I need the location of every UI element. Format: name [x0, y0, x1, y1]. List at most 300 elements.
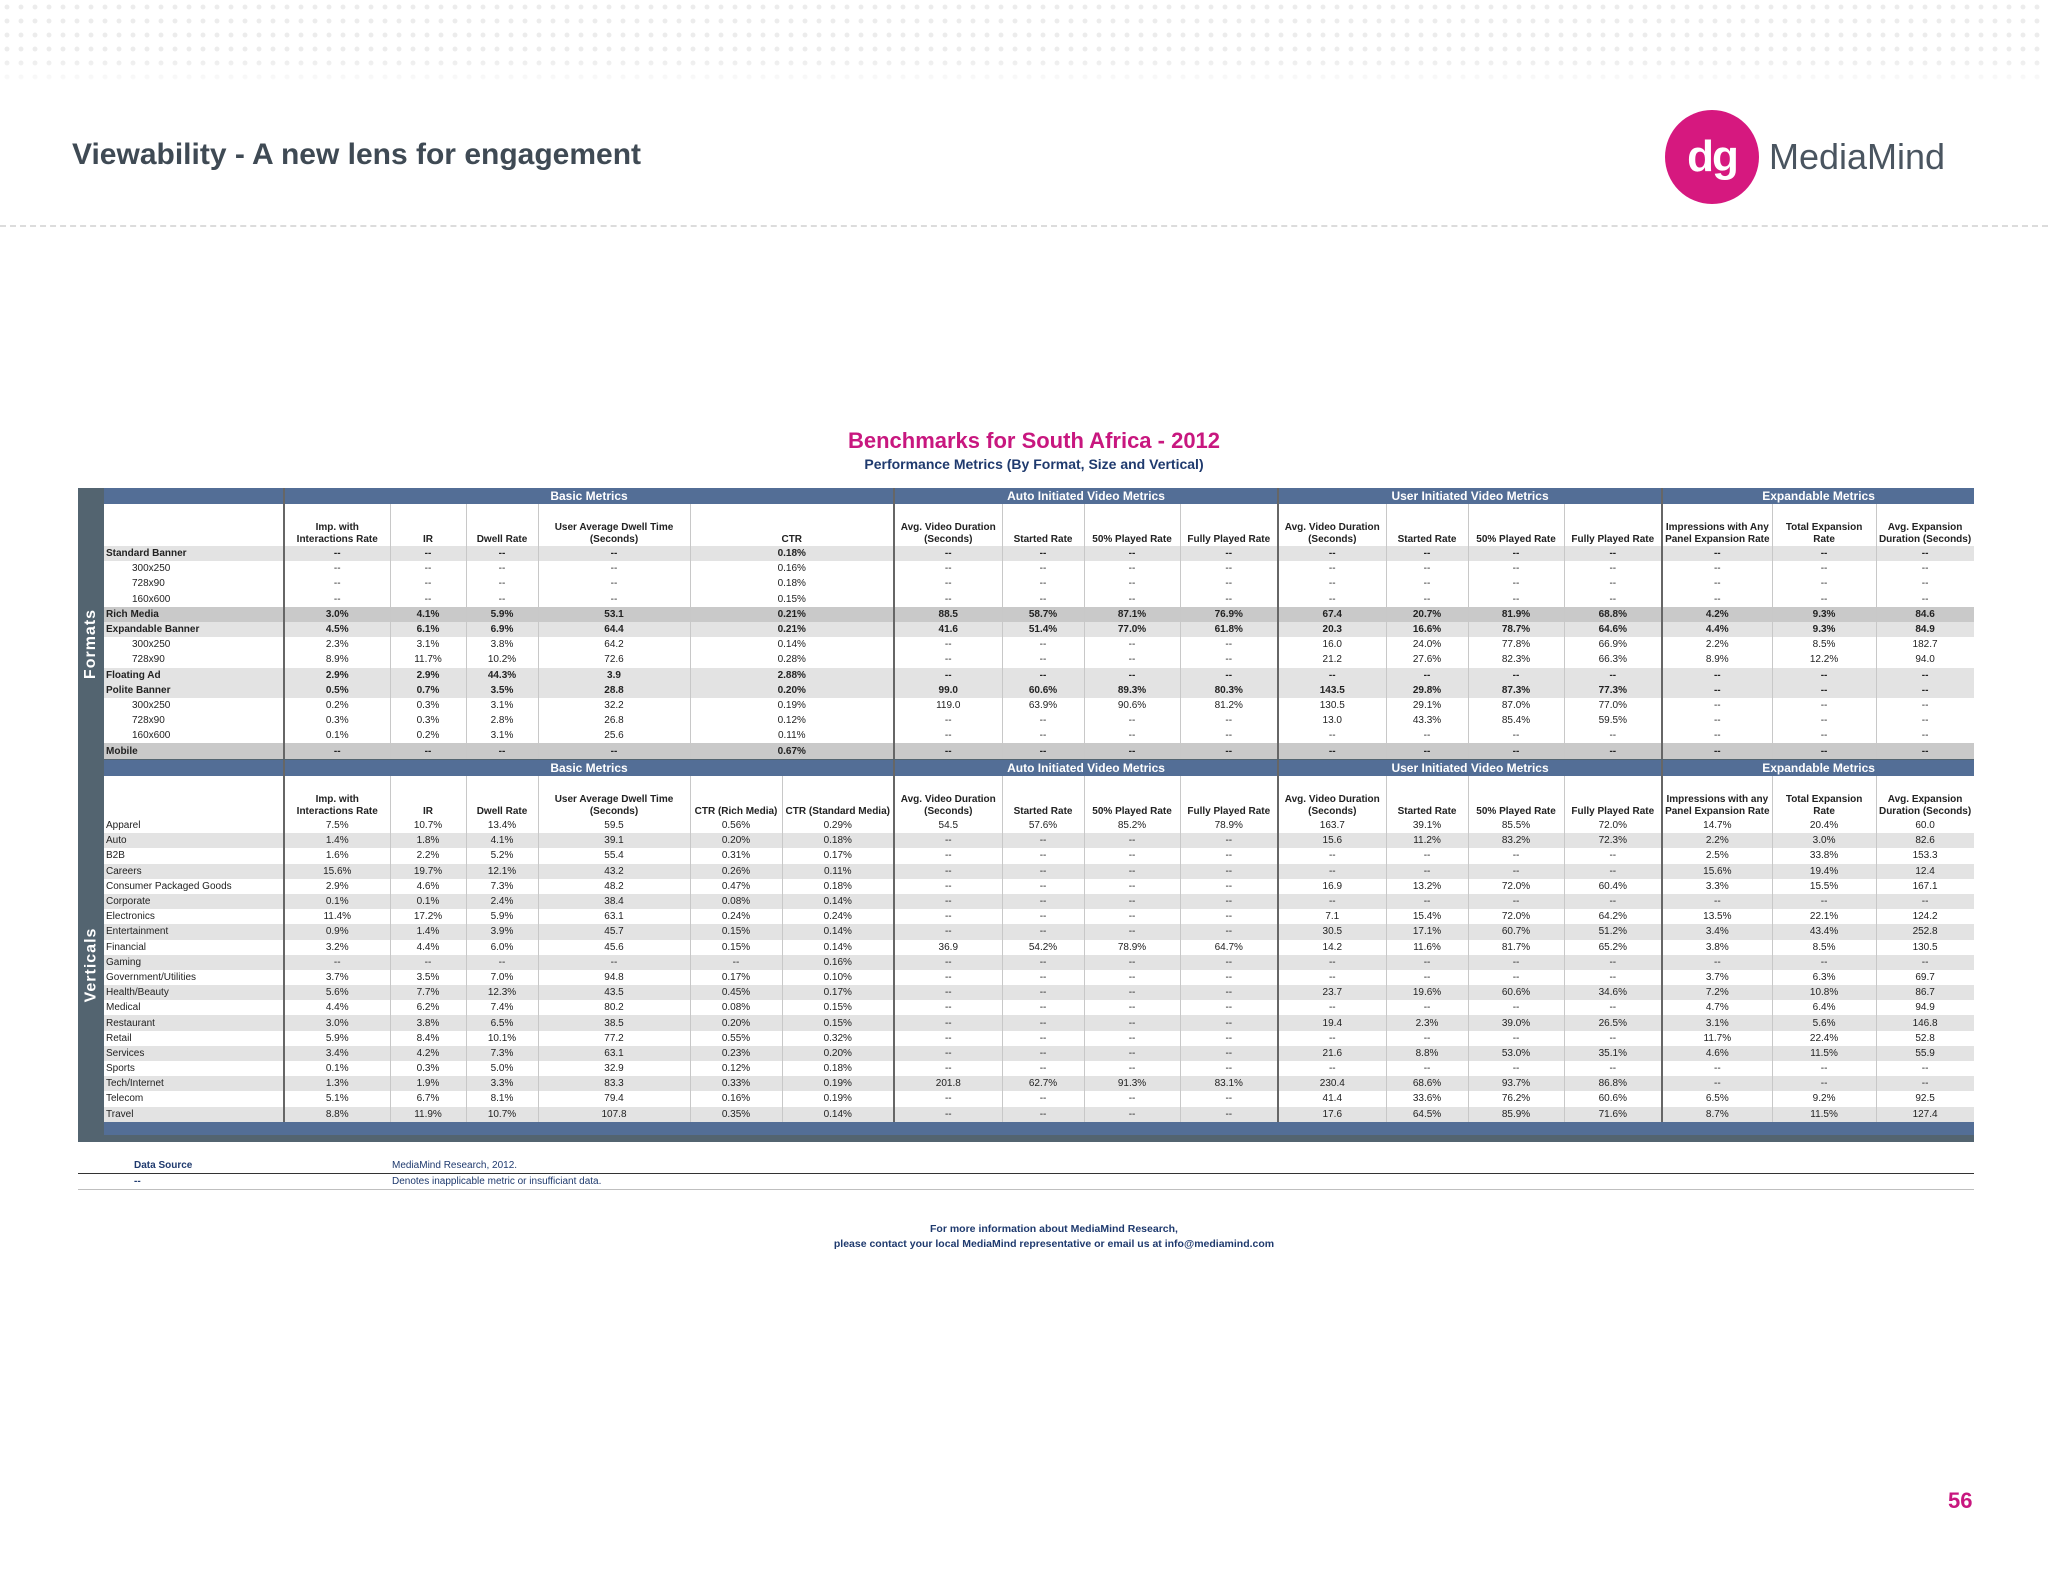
- table-cell: 11.7%: [390, 652, 466, 667]
- table-cell: 2.9%: [284, 668, 390, 683]
- table-cell: 0.15%: [690, 940, 782, 955]
- table-row: [104, 637, 1974, 652]
- table-cell: 2.2%: [1662, 637, 1772, 652]
- table-cell: --: [1662, 576, 1772, 591]
- table-cell: 3.4%: [1662, 924, 1772, 939]
- table-cell: --: [1772, 561, 1876, 576]
- table-row: [104, 1000, 1974, 1015]
- table-cell: --: [1386, 592, 1468, 607]
- table-cell: --: [538, 561, 690, 576]
- group-header-blank: [104, 488, 284, 504]
- table-cell: 3.8%: [466, 637, 538, 652]
- table-cell: 25.6: [538, 728, 690, 743]
- table-cell: 0.67%: [690, 743, 894, 758]
- row-label: Careers: [104, 864, 284, 879]
- table-cell: 3.7%: [1662, 970, 1772, 985]
- table-cell: 19.6%: [1386, 985, 1468, 1000]
- column-header: Fully Played Rate: [1564, 776, 1662, 818]
- table-cell: 5.6%: [284, 985, 390, 1000]
- table-cell: 4.1%: [390, 607, 466, 622]
- row-label: 728x90: [104, 576, 284, 591]
- table-cell: 1.8%: [390, 833, 466, 848]
- table-cell: 39.1%: [1386, 818, 1468, 833]
- table-cell: 60.6%: [1468, 985, 1564, 1000]
- table-cell: --: [894, 576, 1002, 591]
- group-header: User Initiated Video Metrics: [1278, 488, 1662, 504]
- table-cell: --: [1084, 668, 1180, 683]
- table-cell: --: [1180, 652, 1278, 667]
- table-cell: --: [1564, 668, 1662, 683]
- table-cell: --: [1876, 592, 1974, 607]
- table-cell: --: [466, 743, 538, 758]
- table-cell: --: [894, 668, 1002, 683]
- table-cell: 64.5%: [1386, 1107, 1468, 1122]
- table-cell: 2.3%: [1386, 1015, 1468, 1030]
- table-cell: 1.6%: [284, 848, 390, 863]
- table-cell: 9.2%: [1772, 1091, 1876, 1106]
- table-row: [104, 622, 1974, 637]
- group-header: Auto Initiated Video Metrics: [894, 488, 1278, 504]
- table-cell: --: [284, 592, 390, 607]
- table-cell: 58.7%: [1002, 607, 1084, 622]
- table-cell: --: [1084, 713, 1180, 728]
- column-header: 50% Played Rate: [1084, 776, 1180, 818]
- table-cell: 54.2%: [1002, 940, 1084, 955]
- row-label: Standard Banner: [104, 546, 284, 561]
- table-row: [104, 924, 1974, 939]
- table-cell: 60.7%: [1468, 924, 1564, 939]
- table-cell: 7.3%: [466, 1046, 538, 1061]
- row-label: Mobile: [104, 743, 284, 758]
- table-cell: 39.0%: [1468, 1015, 1564, 1030]
- table-cell: 94.0: [1876, 652, 1974, 667]
- table-cell: 5.9%: [284, 1031, 390, 1046]
- table-cell: 3.0%: [284, 1015, 390, 1030]
- table-cell: 43.3%: [1386, 713, 1468, 728]
- table-cell: --: [1876, 546, 1974, 561]
- header-dot-pattern: [0, 0, 2048, 88]
- table-cell: 0.24%: [690, 909, 782, 924]
- table-cell: 94.8: [538, 970, 690, 985]
- benchmark-subtitle: Performance Metrics (By Format, Size and Vertical): [864, 456, 1204, 472]
- table-cell: 4.5%: [284, 622, 390, 637]
- table-cell: 78.9%: [1180, 818, 1278, 833]
- table-cell: --: [1564, 1031, 1662, 1046]
- row-label: Entertainment: [104, 924, 284, 939]
- table-cell: --: [1084, 970, 1180, 985]
- table-cell: 11.5%: [1772, 1046, 1876, 1061]
- table-cell: --: [894, 1031, 1002, 1046]
- table-cell: 77.2: [538, 1031, 690, 1046]
- table-cell: 69.7: [1876, 970, 1974, 985]
- table-row: [104, 592, 1974, 607]
- formats-table: [104, 488, 1974, 759]
- table-cell: --: [1278, 546, 1386, 561]
- table-cell: --: [1180, 985, 1278, 1000]
- table-cell: 7.3%: [466, 879, 538, 894]
- column-header: Avg. Video Duration (Seconds): [1278, 504, 1386, 546]
- table-cell: 0.5%: [284, 683, 390, 698]
- table-cell: --: [1468, 864, 1564, 879]
- table-cell: 29.8%: [1386, 683, 1468, 698]
- table-cell: 0.08%: [690, 894, 782, 909]
- table-cell: --: [1002, 909, 1084, 924]
- table-row: [104, 833, 1974, 848]
- table-cell: --: [1386, 864, 1468, 879]
- table-cell: 3.1%: [1662, 1015, 1772, 1030]
- table-row: [104, 940, 1974, 955]
- table-cell: 20.3: [1278, 622, 1386, 637]
- table-cell: 11.2%: [1386, 833, 1468, 848]
- table-cell: --: [1084, 546, 1180, 561]
- table-cell: 0.20%: [690, 1015, 782, 1030]
- table-cell: 83.3: [538, 1076, 690, 1091]
- table-cell: 93.7%: [1468, 1076, 1564, 1091]
- table-cell: 85.2%: [1084, 818, 1180, 833]
- table-cell: --: [1084, 592, 1180, 607]
- table-cell: 4.4%: [390, 940, 466, 955]
- legend-value: Denotes inapplicable metric or insufficiant data.: [392, 1176, 602, 1187]
- table-cell: 7.1: [1278, 909, 1386, 924]
- table-cell: --: [1386, 894, 1468, 909]
- table-cell: --: [894, 561, 1002, 576]
- table-cell: 15.6%: [1662, 864, 1772, 879]
- table-cell: --: [1876, 698, 1974, 713]
- table-cell: --: [1468, 1031, 1564, 1046]
- group-header: User Initiated Video Metrics: [1278, 760, 1662, 776]
- row-label: Floating Ad: [104, 668, 284, 683]
- table-cell: --: [1564, 1000, 1662, 1015]
- table-cell: 59.5%: [1564, 713, 1662, 728]
- table-cell: 64.2%: [1564, 909, 1662, 924]
- table-cell: --: [284, 546, 390, 561]
- table-row: [104, 728, 1974, 743]
- table-cell: --: [1278, 970, 1386, 985]
- table-cell: --: [1084, 985, 1180, 1000]
- table-cell: --: [466, 955, 538, 970]
- column-header: Imp. with Interactions Rate: [284, 504, 390, 546]
- table-cell: --: [1002, 1107, 1084, 1122]
- row-label: 300x250: [104, 561, 284, 576]
- table-cell: --: [1772, 668, 1876, 683]
- table-cell: 0.16%: [690, 561, 894, 576]
- table-cell: 1.3%: [284, 1076, 390, 1091]
- table-bottom-cell: [104, 1122, 1974, 1135]
- table-cell: --: [894, 833, 1002, 848]
- table-cell: 85.4%: [1468, 713, 1564, 728]
- table-cell: --: [1084, 955, 1180, 970]
- table-cell: --: [894, 1015, 1002, 1030]
- table-cell: 4.6%: [1662, 1046, 1772, 1061]
- table-cell: --: [1278, 668, 1386, 683]
- table-cell: --: [1084, 637, 1180, 652]
- row-label: Corporate: [104, 894, 284, 909]
- table-cell: 0.17%: [690, 970, 782, 985]
- table-cell: 3.9%: [466, 924, 538, 939]
- table-cell: --: [1180, 894, 1278, 909]
- table-cell: --: [284, 955, 390, 970]
- column-header: Started Rate: [1002, 776, 1084, 818]
- table-cell: 60.6%: [1564, 1091, 1662, 1106]
- table-cell: 0.19%: [690, 698, 894, 713]
- table-cell: 21.2: [1278, 652, 1386, 667]
- table-cell: 0.10%: [782, 970, 894, 985]
- table-cell: 8.8%: [284, 1107, 390, 1122]
- table-row: [104, 743, 1974, 758]
- table-cell: 72.6: [538, 652, 690, 667]
- table-cell: --: [1876, 955, 1974, 970]
- table-cell: --: [1468, 848, 1564, 863]
- table-cell: 0.14%: [690, 637, 894, 652]
- table-cell: 63.1: [538, 1046, 690, 1061]
- column-header: IR: [390, 776, 466, 818]
- table-cell: 5.1%: [284, 1091, 390, 1106]
- table-cell: 0.15%: [782, 1015, 894, 1030]
- column-header: Avg. Expansion Duration (Seconds): [1876, 504, 1974, 546]
- table-cell: 63.9%: [1002, 698, 1084, 713]
- table-cell: 6.2%: [390, 1000, 466, 1015]
- table-cell: --: [1772, 576, 1876, 591]
- table-cell: --: [1002, 713, 1084, 728]
- table-cell: 92.5: [1876, 1091, 1974, 1106]
- table-cell: --: [894, 637, 1002, 652]
- table-cell: 24.0%: [1386, 637, 1468, 652]
- table-cell: --: [1386, 561, 1468, 576]
- table-row: [104, 1046, 1974, 1061]
- legend-row-source: [78, 1158, 1974, 1174]
- table-cell: 6.4%: [1772, 1000, 1876, 1015]
- table-cell: 0.18%: [782, 833, 894, 848]
- column-header-row: [104, 504, 1974, 546]
- table-cell: --: [1002, 1061, 1084, 1076]
- table-cell: --: [1278, 1000, 1386, 1015]
- row-label: Financial: [104, 940, 284, 955]
- table-cell: 0.21%: [690, 607, 894, 622]
- table-cell: 119.0: [894, 698, 1002, 713]
- legend-key: --: [134, 1176, 141, 1187]
- table-cell: 45.6: [538, 940, 690, 955]
- table-cell: 7.4%: [466, 1000, 538, 1015]
- table-cell: 71.6%: [1564, 1107, 1662, 1122]
- table-row: [104, 1107, 1974, 1122]
- table-cell: --: [1876, 1076, 1974, 1091]
- table-cell: 3.5%: [466, 683, 538, 698]
- column-header: CTR: [690, 504, 894, 546]
- table-cell: --: [1002, 1046, 1084, 1061]
- table-cell: --: [390, 743, 466, 758]
- table-cell: 8.8%: [1386, 1046, 1468, 1061]
- table-cell: --: [1564, 728, 1662, 743]
- table-cell: --: [1468, 576, 1564, 591]
- table-cell: --: [1084, 833, 1180, 848]
- table-cell: 14.2: [1278, 940, 1386, 955]
- table-cell: 21.6: [1278, 1046, 1386, 1061]
- table-cell: 86.7: [1876, 985, 1974, 1000]
- table-cell: --: [894, 1000, 1002, 1015]
- table-row: [104, 668, 1974, 683]
- table-cell: 0.1%: [390, 894, 466, 909]
- table-cell: 0.12%: [690, 713, 894, 728]
- table-cell: --: [1180, 970, 1278, 985]
- table-cell: 60.6%: [1002, 683, 1084, 698]
- column-header: Total Expansion Rate: [1772, 776, 1876, 818]
- table-cell: --: [1002, 879, 1084, 894]
- table-cell: --: [390, 546, 466, 561]
- table-cell: 81.7%: [1468, 940, 1564, 955]
- table-cell: 5.2%: [466, 848, 538, 863]
- table-cell: 3.3%: [466, 1076, 538, 1091]
- table-cell: --: [538, 743, 690, 758]
- table-cell: 10.7%: [390, 818, 466, 833]
- table-cell: 76.9%: [1180, 607, 1278, 622]
- table-cell: --: [1278, 592, 1386, 607]
- table-cell: 5.9%: [466, 909, 538, 924]
- table-cell: --: [1662, 955, 1772, 970]
- table-row: [104, 1031, 1974, 1046]
- table-cell: --: [1084, 924, 1180, 939]
- column-header: Fully Played Rate: [1180, 504, 1278, 546]
- table-cell: 0.1%: [284, 728, 390, 743]
- table-cell: 3.9: [538, 668, 690, 683]
- table-cell: 182.7: [1876, 637, 1974, 652]
- table-cell: 3.1%: [466, 698, 538, 713]
- table-cell: 7.7%: [390, 985, 466, 1000]
- table-cell: 8.4%: [390, 1031, 466, 1046]
- table-cell: 16.0: [1278, 637, 1386, 652]
- table-cell: 0.14%: [782, 894, 894, 909]
- column-header: 50% Played Rate: [1468, 776, 1564, 818]
- group-header: Basic Metrics: [284, 760, 894, 776]
- table-cell: --: [284, 743, 390, 758]
- table-cell: 17.1%: [1386, 924, 1468, 939]
- table-cell: 0.18%: [690, 546, 894, 561]
- table-cell: --: [1386, 546, 1468, 561]
- table-cell: --: [1180, 668, 1278, 683]
- table-cell: 68.6%: [1386, 1076, 1468, 1091]
- table-cell: --: [1084, 909, 1180, 924]
- column-header: [104, 776, 284, 818]
- row-label: Auto: [104, 833, 284, 848]
- table-cell: 12.2%: [1772, 652, 1876, 667]
- group-header: Basic Metrics: [284, 488, 894, 504]
- table-cell: 12.3%: [466, 985, 538, 1000]
- table-cell: 89.3%: [1084, 683, 1180, 698]
- row-label: 728x90: [104, 652, 284, 667]
- table-cell: 77.3%: [1564, 683, 1662, 698]
- table-cell: 68.8%: [1564, 607, 1662, 622]
- table-cell: --: [1180, 848, 1278, 863]
- table-cell: --: [1468, 546, 1564, 561]
- table-cell: 130.5: [1278, 698, 1386, 713]
- table-cell: 55.4: [538, 848, 690, 863]
- table-cell: 130.5: [1876, 940, 1974, 955]
- table-cell: --: [1278, 864, 1386, 879]
- table-legend: [78, 1158, 1974, 1190]
- table-cell: --: [1662, 1061, 1772, 1076]
- column-header: Dwell Rate: [466, 776, 538, 818]
- table-cell: 19.4%: [1772, 864, 1876, 879]
- table-cell: --: [1002, 894, 1084, 909]
- table-cell: 64.2: [538, 637, 690, 652]
- table-cell: --: [1278, 955, 1386, 970]
- table-cell: 39.1: [538, 833, 690, 848]
- table-row: [104, 818, 1974, 833]
- table-row: [104, 1091, 1974, 1106]
- table-cell: 87.3%: [1468, 683, 1564, 698]
- table-cell: --: [1772, 546, 1876, 561]
- table-cell: 82.6: [1876, 833, 1974, 848]
- table-cell: 13.0: [1278, 713, 1386, 728]
- table-cell: 43.5: [538, 985, 690, 1000]
- table-cell: 167.1: [1876, 879, 1974, 894]
- table-cell: 12.1%: [466, 864, 538, 879]
- table-cell: 79.4: [538, 1091, 690, 1106]
- column-header: Avg. Video Duration (Seconds): [1278, 776, 1386, 818]
- table-cell: 0.12%: [690, 1061, 782, 1076]
- table-cell: 43.2: [538, 864, 690, 879]
- legend-row-dash: [78, 1174, 1974, 1190]
- table-cell: --: [1084, 561, 1180, 576]
- table-cell: 0.28%: [690, 652, 894, 667]
- table-cell: 38.4: [538, 894, 690, 909]
- row-label: Health/Beauty: [104, 985, 284, 1000]
- row-label: 160x600: [104, 728, 284, 743]
- table-cell: 0.3%: [390, 1061, 466, 1076]
- table-cell: --: [284, 576, 390, 591]
- table-cell: 4.2%: [390, 1046, 466, 1061]
- table-cell: --: [1002, 864, 1084, 879]
- table-cell: --: [1002, 1000, 1084, 1015]
- table-cell: 0.33%: [690, 1076, 782, 1091]
- table-cell: --: [1876, 668, 1974, 683]
- row-label: Medical: [104, 1000, 284, 1015]
- table-cell: --: [1876, 1061, 1974, 1076]
- table-cell: --: [894, 1107, 1002, 1122]
- table-cell: 0.47%: [690, 879, 782, 894]
- table-cell: 4.4%: [1662, 622, 1772, 637]
- group-header: Expandable Metrics: [1662, 760, 1974, 776]
- table-cell: 3.5%: [390, 970, 466, 985]
- table-cell: 94.9: [1876, 1000, 1974, 1015]
- table-cell: --: [1002, 561, 1084, 576]
- table-row: [104, 561, 1974, 576]
- table-row: [104, 1015, 1974, 1030]
- table-cell: 48.2: [538, 879, 690, 894]
- table-cell: 8.7%: [1662, 1107, 1772, 1122]
- table-cell: --: [1876, 561, 1974, 576]
- table-cell: --: [1002, 743, 1084, 758]
- table-cell: --: [538, 546, 690, 561]
- table-cell: --: [466, 546, 538, 561]
- table-cell: --: [1180, 955, 1278, 970]
- column-header: Fully Played Rate: [1180, 776, 1278, 818]
- row-label: Apparel: [104, 818, 284, 833]
- table-cell: --: [1876, 894, 1974, 909]
- table-cell: --: [1564, 743, 1662, 758]
- table-cell: --: [1084, 576, 1180, 591]
- table-cell: 0.56%: [690, 818, 782, 833]
- table-cell: 201.8: [894, 1076, 1002, 1091]
- table-cell: 29.1%: [1386, 698, 1468, 713]
- table-cell: --: [1772, 713, 1876, 728]
- table-cell: --: [1564, 848, 1662, 863]
- table-cell: 9.3%: [1772, 607, 1876, 622]
- table-cell: --: [1386, 1031, 1468, 1046]
- table-cell: --: [894, 546, 1002, 561]
- table-cell: --: [1180, 1031, 1278, 1046]
- table-cell: --: [894, 970, 1002, 985]
- table-cell: 87.1%: [1084, 607, 1180, 622]
